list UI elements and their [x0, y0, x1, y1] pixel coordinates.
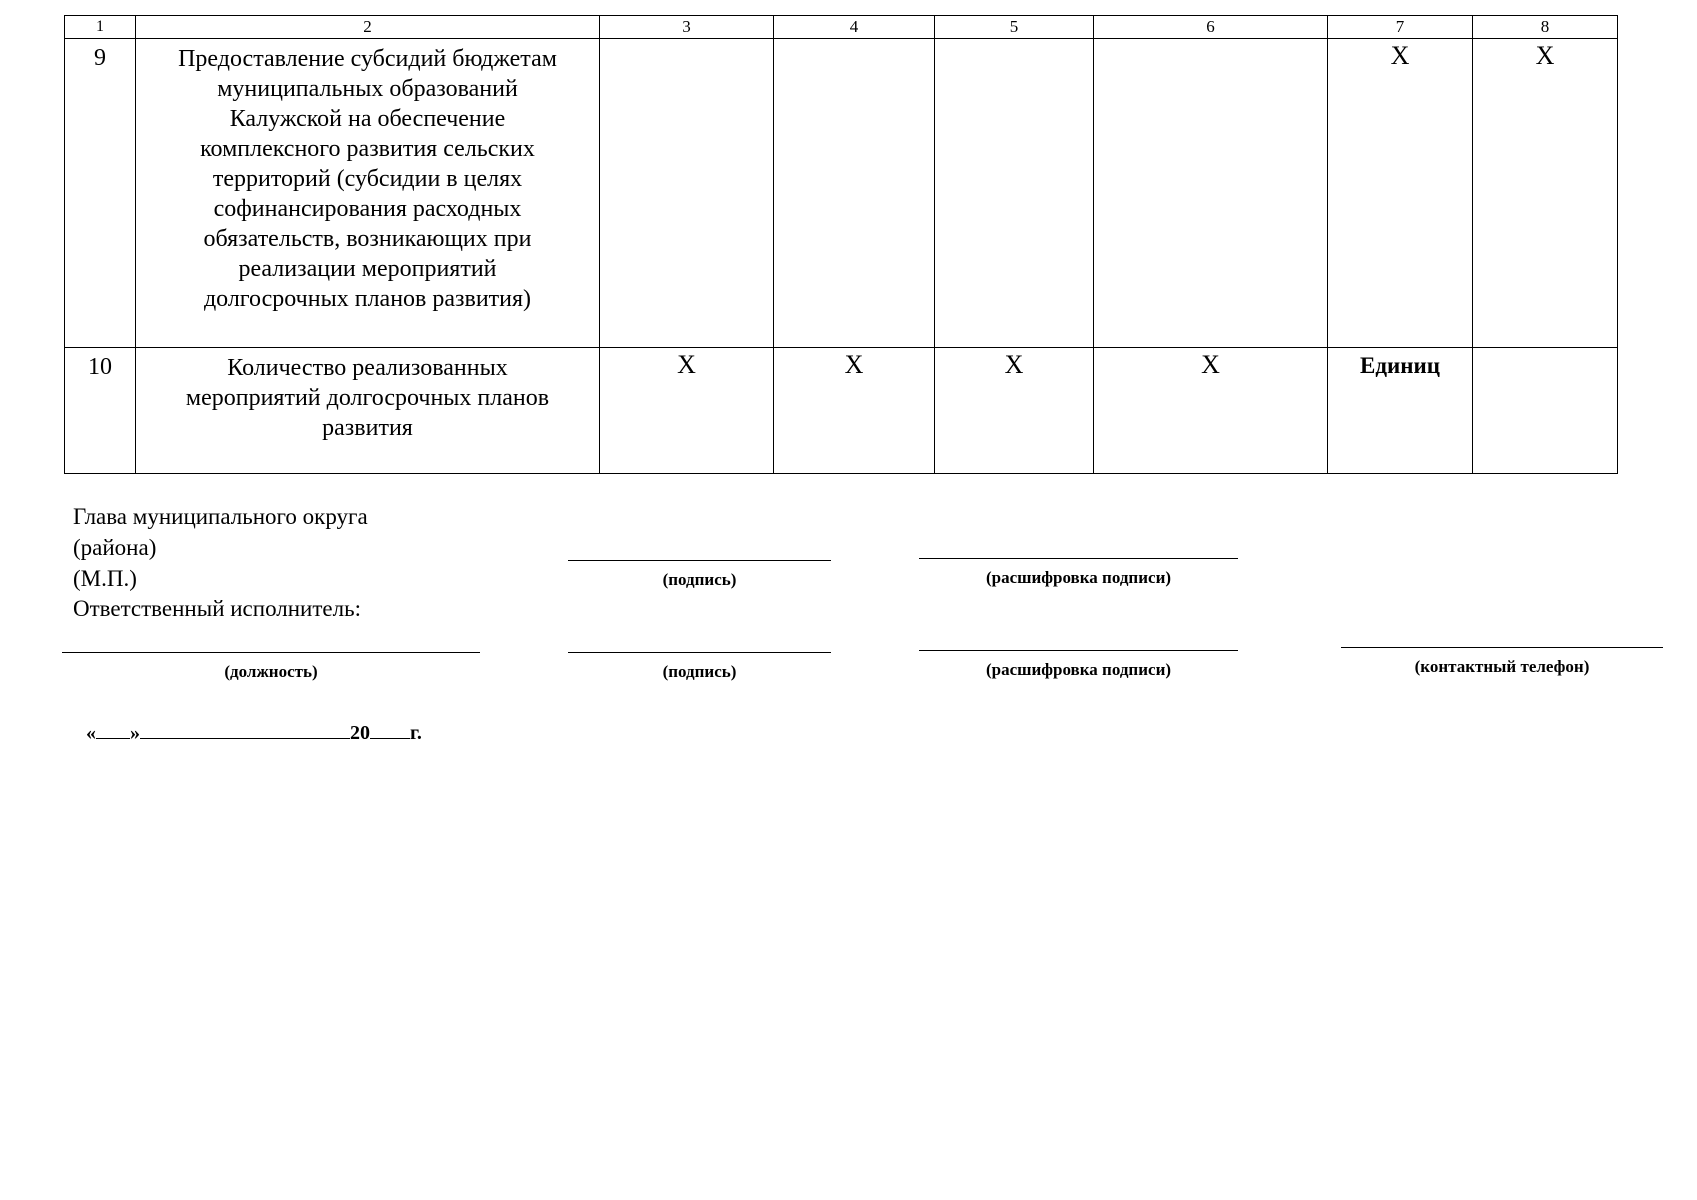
table-cell: X	[1094, 348, 1328, 474]
column-number: 3	[600, 16, 774, 39]
description-line: территорий (субсидии в целях	[212, 166, 523, 192]
signature-decoding-caption: (расшифровка подписи)	[985, 568, 1172, 587]
column-number: 1	[65, 16, 136, 39]
table-cell	[935, 39, 1094, 348]
table-cell: X	[935, 348, 1094, 474]
description-line: мероприятий долгосрочных планов	[185, 385, 550, 411]
description-line: софинансирования расходных	[213, 196, 522, 222]
signature-caption: (подпись)	[662, 570, 737, 589]
signature-caption: (подпись)	[662, 662, 737, 681]
year-prefix: 20	[350, 722, 370, 744]
column-number-row	[65, 16, 1618, 39]
table-cell: X	[1473, 39, 1618, 348]
table-row	[65, 39, 1618, 348]
position-line	[62, 652, 480, 653]
position-caption: (должность)	[224, 662, 318, 681]
column-number: 5	[935, 16, 1094, 39]
table-cell: X	[1328, 39, 1473, 348]
date-open-quote: «	[86, 722, 96, 744]
date-close-quote: »	[130, 722, 140, 744]
row-number: 9	[65, 39, 136, 348]
description-line: развития	[322, 415, 413, 441]
contact-phone-line	[1341, 647, 1663, 648]
column-number: 7	[1328, 16, 1473, 39]
description-line: муниципальных образований	[217, 76, 518, 102]
description-line: реализации мероприятий	[238, 256, 497, 282]
date-line	[86, 720, 422, 745]
column-number: 2	[136, 16, 600, 39]
head-decoding-line	[919, 558, 1238, 559]
table-cell	[1473, 348, 1618, 474]
column-number: 4	[774, 16, 935, 39]
row-number: 10	[65, 348, 136, 474]
description-line: Предоставление субсидий бюджетам	[178, 46, 557, 72]
head-title-line: Глава муниципального округа	[73, 504, 368, 529]
description-line: долгосрочных планов развития)	[203, 286, 532, 312]
unit-cell: Единиц	[1328, 348, 1473, 474]
table-cell	[774, 39, 935, 348]
table-cell: X	[600, 348, 774, 474]
table-cell: X	[774, 348, 935, 474]
description-line: комплексного развития сельских	[200, 136, 535, 162]
month-blank	[140, 720, 350, 739]
row-description	[136, 39, 600, 348]
contact-phone-caption: (контактный телефон)	[1414, 657, 1590, 676]
table-cell	[600, 39, 774, 348]
day-blank	[96, 720, 130, 739]
seal-label: (М.П.)	[73, 566, 137, 591]
indicators-table	[64, 15, 1618, 474]
table-cell	[1094, 39, 1328, 348]
executor-signature-line	[568, 652, 831, 653]
executor-label: Ответственный исполнитель:	[73, 596, 361, 621]
year-suffix: г.	[410, 722, 422, 744]
row-description	[136, 348, 600, 474]
description-line: обязательств, возникающих при	[203, 226, 532, 252]
column-number: 8	[1473, 16, 1618, 39]
year-blank	[370, 720, 410, 739]
description-line: Количество реализованных	[227, 355, 508, 381]
description-line: Калужской на обеспечение	[229, 106, 506, 132]
signature-decoding-caption: (расшифровка подписи)	[985, 660, 1172, 679]
head-title-line: (района)	[73, 535, 157, 560]
head-signature-line	[568, 560, 831, 561]
column-number: 6	[1094, 16, 1328, 39]
table-row	[65, 348, 1618, 474]
executor-decoding-line	[919, 650, 1238, 651]
